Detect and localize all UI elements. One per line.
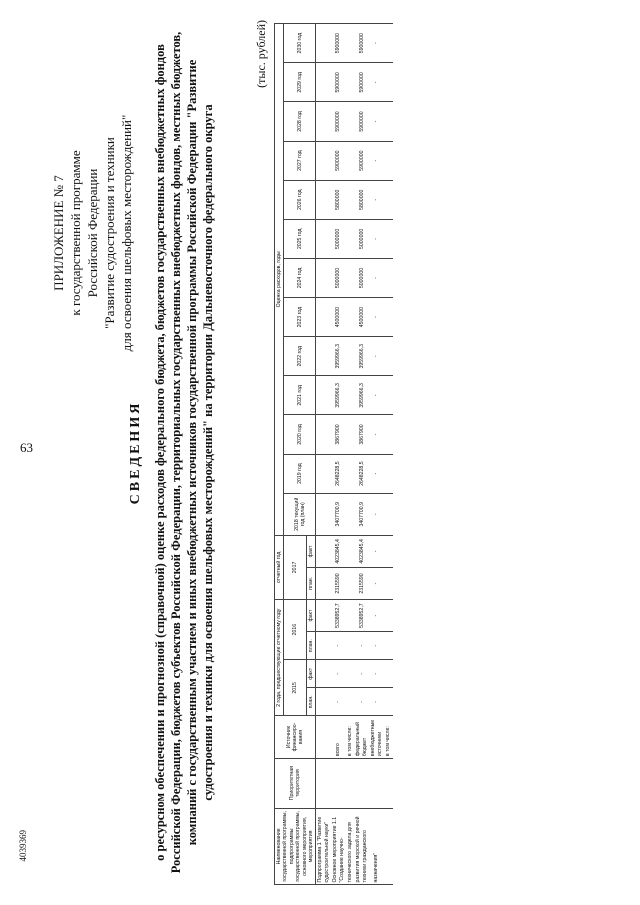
- cell-value: -: [354, 632, 369, 660]
- cell-value: 5900000: [354, 63, 369, 102]
- cell-value: 2315590: [354, 567, 369, 599]
- cell-value: 3867900: [354, 415, 369, 454]
- table-row: [316, 24, 331, 885]
- header-plan: план.: [307, 567, 316, 599]
- cell-value: 5900000: [354, 141, 369, 180]
- cell-value: [384, 567, 392, 599]
- cell-value: [346, 180, 354, 219]
- cell-name: назначения": [369, 808, 384, 884]
- cell-value: [316, 493, 331, 535]
- cell-value: 5800000: [354, 180, 369, 219]
- cell-value: [346, 567, 354, 599]
- cell-value: -: [369, 660, 384, 688]
- cell-territory: [331, 758, 346, 808]
- cell-value: 4500000: [354, 298, 369, 337]
- cell-value: [346, 24, 354, 63]
- cell-value: [316, 180, 331, 219]
- budget-table-wrapper: [274, 23, 393, 885]
- header-year: 2021 год: [284, 376, 316, 415]
- header-year: 2023 год: [284, 298, 316, 337]
- header-2015: 2015: [284, 660, 307, 716]
- cell-territory: [369, 758, 384, 808]
- cell-name: Основное мероприятие 1.1 "Создание научно-: [331, 808, 346, 884]
- cell-value: [384, 600, 392, 632]
- cell-value: 5800000: [331, 180, 346, 219]
- document-id: 4039369: [18, 830, 28, 862]
- header-year: 2030 год: [284, 24, 316, 63]
- cell-source: внебюджетные источники: [369, 716, 384, 758]
- cell-value: -: [369, 102, 384, 141]
- cell-value: [316, 535, 331, 567]
- cell-value: 5000000: [331, 258, 346, 297]
- cell-value: [316, 102, 331, 141]
- cell-value: 2315590: [331, 567, 346, 599]
- header-estimate: Оценка расходов, годы: [275, 24, 284, 536]
- header-year: 2026 год: [284, 180, 316, 219]
- cell-value: [346, 298, 354, 337]
- document-title: о ресурсном обеспечении и прогнозной (справочной) оценке расходов федерального бюджета, бюджетов государственных внебюджетных фондов Российской Федерации, бюджетов субъектов Российской Федерации, территориальных государственных внебюджетных фондов, местных бюджетов, компаний с государственным участием и иных внебюджетных источников государственной программы Российской Федерации "Развитие судостроения и техники для освоения шельфовых месторождений" на территории Дальневосточного федерального округа: [153, 31, 215, 874]
- cell-value: [384, 376, 392, 415]
- table-row: [331, 24, 346, 885]
- units-label: (тыс. рублей): [254, 20, 268, 88]
- header-year: 2027 год: [284, 141, 316, 180]
- header-fact: факт: [307, 535, 316, 567]
- cell-value: 3407700,9: [331, 493, 346, 535]
- cell-value: -: [369, 298, 384, 337]
- appendix-line: Российской Федерации: [85, 168, 100, 298]
- cell-value: [316, 337, 331, 376]
- cell-value: [346, 493, 354, 535]
- cell-value: [346, 219, 354, 258]
- cell-value: 5900000: [331, 102, 346, 141]
- cell-value: [316, 567, 331, 599]
- appendix-line: "Развитие судостроения и техники: [102, 137, 117, 329]
- cell-value: [384, 219, 392, 258]
- cell-value: 5000000: [354, 258, 369, 297]
- cell-source: всего: [331, 716, 346, 758]
- cell-value: 3867900: [331, 415, 346, 454]
- cell-value: [316, 376, 331, 415]
- cell-territory: [354, 758, 369, 808]
- cell-value: -: [331, 660, 346, 688]
- cell-value: 5900000: [331, 24, 346, 63]
- cell-value: [346, 376, 354, 415]
- cell-value: [346, 632, 354, 660]
- cell-value: [384, 660, 392, 688]
- header-plan: план.: [307, 688, 316, 716]
- cell-value: -: [369, 454, 384, 493]
- page-number: 63: [20, 440, 33, 455]
- header-source: Источник финансиро-вания: [275, 716, 316, 758]
- cell-value: 4500000: [331, 298, 346, 337]
- cell-name: технического задела для: [346, 808, 354, 884]
- appendix-line: ПРИЛОЖЕНИЕ № 7: [51, 175, 66, 291]
- cell-value: -: [369, 258, 384, 297]
- cell-value: [346, 63, 354, 102]
- cell-value: 5900000: [354, 24, 369, 63]
- header-year: 2022 год: [284, 337, 316, 376]
- cell-value: 5900000: [331, 141, 346, 180]
- header-fact: факт: [307, 600, 316, 632]
- cell-value: 2648228,5: [354, 454, 369, 493]
- cell-source: в том числе:: [384, 716, 392, 758]
- cell-value: 5338952,7: [354, 600, 369, 632]
- cell-value: [384, 141, 392, 180]
- cell-value: [346, 141, 354, 180]
- cell-value: [346, 454, 354, 493]
- cell-value: -: [369, 632, 384, 660]
- cell-value: [316, 298, 331, 337]
- header-plan: план.: [307, 632, 316, 660]
- landscape-sheet: [40, 10, 630, 895]
- cell-value: [316, 632, 331, 660]
- header-fact: факт: [307, 660, 316, 688]
- cell-value: [346, 535, 354, 567]
- table-row: [369, 24, 384, 885]
- cell-value: 5900000: [331, 63, 346, 102]
- appendix-line: для освоения шельфовых месторождений": [119, 114, 134, 352]
- cell-territory: [346, 758, 354, 808]
- cell-value: -: [331, 688, 346, 716]
- cell-territory: [316, 758, 331, 808]
- cell-value: [316, 660, 331, 688]
- cell-value: [384, 688, 392, 716]
- cell-value: [316, 688, 331, 716]
- cell-value: [316, 415, 331, 454]
- cell-value: -: [369, 415, 384, 454]
- cell-value: -: [369, 376, 384, 415]
- header-2016: 2016: [284, 600, 307, 660]
- header-prev-years: 2 года, предшествующие отчетному году: [275, 600, 284, 716]
- cell-value: [384, 180, 392, 219]
- appendix-block: [50, 28, 135, 438]
- cell-value: 5900000: [354, 102, 369, 141]
- cell-value: [384, 415, 392, 454]
- table-row: [384, 24, 392, 885]
- cell-value: [384, 102, 392, 141]
- header-year: 2024 год: [284, 258, 316, 297]
- cell-value: -: [354, 660, 369, 688]
- header-year: 2020 год: [284, 415, 316, 454]
- cell-value: 5338952,7: [331, 600, 346, 632]
- cell-source: федеральный бюджет: [354, 716, 369, 758]
- cell-value: 2648228,5: [331, 454, 346, 493]
- budget-table: [274, 23, 393, 885]
- cell-territory: [384, 758, 392, 808]
- cell-value: 4023845,4: [354, 535, 369, 567]
- header-2017: 2017: [284, 535, 307, 599]
- header-report-year: отчетный год: [275, 535, 284, 599]
- cell-value: -: [369, 180, 384, 219]
- cell-value: [384, 493, 392, 535]
- cell-value: [316, 141, 331, 180]
- cell-value: -: [369, 219, 384, 258]
- cell-value: -: [369, 688, 384, 716]
- cell-value: 5000000: [331, 219, 346, 258]
- cell-value: 3959966,3: [331, 337, 346, 376]
- cell-value: -: [369, 567, 384, 599]
- cell-value: -: [369, 600, 384, 632]
- header-2018: 2018 текущий год (план): [284, 493, 316, 535]
- cell-value: [346, 600, 354, 632]
- cell-value: [316, 219, 331, 258]
- cell-value: -: [369, 63, 384, 102]
- cell-value: [316, 63, 331, 102]
- cell-value: [346, 415, 354, 454]
- cell-name: Подпрограмма 1 "Развитие судостроительной науки": [316, 808, 331, 884]
- cell-name: развития морской и речной техники гражданского: [354, 808, 369, 884]
- cell-value: 3407700,9: [354, 493, 369, 535]
- cell-value: -: [331, 632, 346, 660]
- cell-value: [316, 24, 331, 63]
- budget-table-body: [316, 24, 393, 885]
- cell-value: [346, 337, 354, 376]
- cell-value: [384, 337, 392, 376]
- cell-source: [316, 716, 331, 758]
- table-row: [354, 24, 369, 885]
- cell-value: 3959966,3: [354, 376, 369, 415]
- cell-value: [384, 535, 392, 567]
- cell-value: -: [369, 337, 384, 376]
- cell-value: [384, 454, 392, 493]
- cell-value: [384, 632, 392, 660]
- cell-value: -: [354, 688, 369, 716]
- cell-value: [384, 258, 392, 297]
- cell-value: -: [369, 493, 384, 535]
- cell-value: [384, 24, 392, 63]
- cell-value: -: [369, 141, 384, 180]
- header-year: 2029 год: [284, 63, 316, 102]
- cell-value: [316, 454, 331, 493]
- header-year: 2028 год: [284, 102, 316, 141]
- document-heading: СВЕДЕНИЯ: [128, 400, 143, 505]
- header-year: 2019 год: [284, 454, 316, 493]
- cell-value: [384, 298, 392, 337]
- header-name: Наименование государственной программы, подпрограммы государственной программы, основного мероприятия, мероприятия: [275, 808, 316, 884]
- cell-value: 4023845,4: [331, 535, 346, 567]
- cell-value: [346, 258, 354, 297]
- cell-value: 5000000: [354, 219, 369, 258]
- cell-source: в том числе:: [346, 716, 354, 758]
- cell-value: -: [369, 24, 384, 63]
- header-territory: Приоритетная территория: [275, 758, 316, 808]
- cell-value: [316, 258, 331, 297]
- cell-value: [346, 688, 354, 716]
- cell-value: 3959966,3: [354, 337, 369, 376]
- cell-value: 3959966,3: [331, 376, 346, 415]
- cell-name: [384, 808, 392, 884]
- header-year: 2025 год: [284, 219, 316, 258]
- cell-value: [384, 63, 392, 102]
- table-row: [346, 24, 354, 885]
- cell-value: [346, 102, 354, 141]
- appendix-line: к государственной программе: [68, 150, 83, 316]
- cell-value: -: [369, 535, 384, 567]
- cell-value: [346, 660, 354, 688]
- cell-value: [316, 600, 331, 632]
